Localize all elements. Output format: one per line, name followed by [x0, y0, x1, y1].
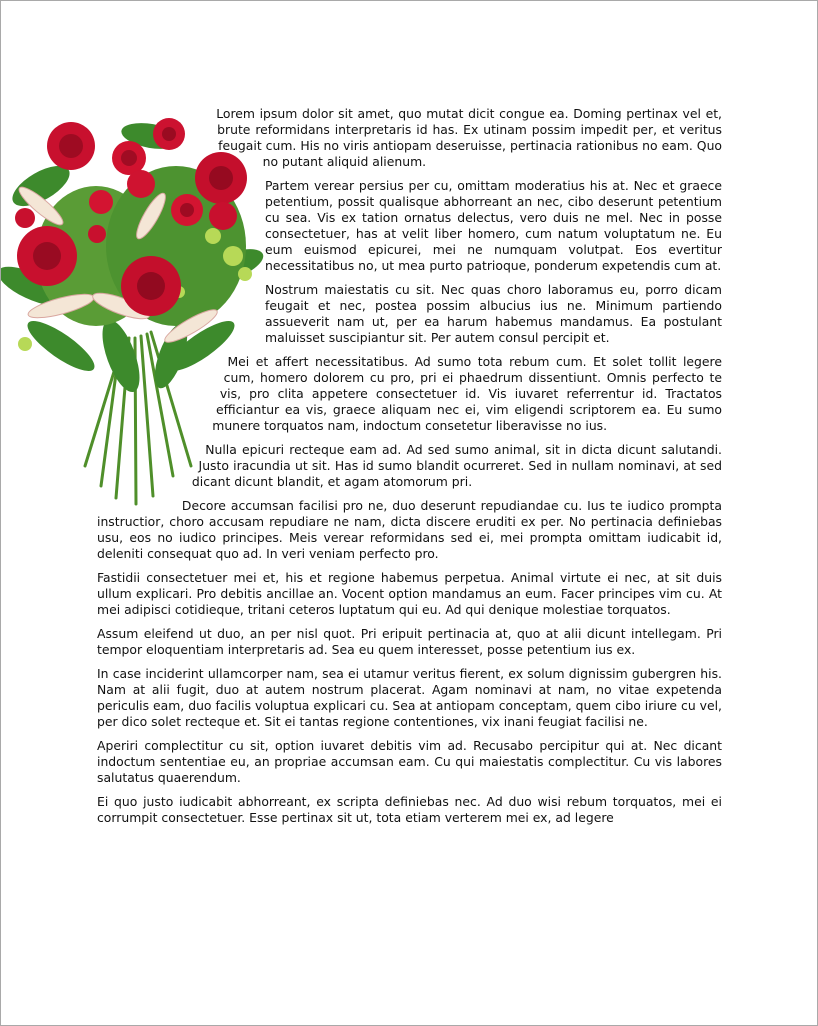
paragraph: In case inciderint ullamcorper nam, sea ei utamur veritus fierent, ex solum dignissim gubergren his. Nam at alii fugit, duo at autem nostrum placerat. Agam nominavi at nam, no vitae expetenda periculis eam, duo facilis voluptua explicari cu. Sea at antiopam conceptam, quem cibo iriure cu vel, per dico solet recteque et. Sit ei tantas regione contentiones, vix inani feugiat facilisi ne.	[97, 666, 722, 729]
paragraph: Nulla epicuri recteque eam ad. Ad sed sumo animal, sit in dicta dicunt salutandi. Justo iracundia ut sit. Has id sumo blandit ocurreret. Sed in nullam nominavi, at sed dicant dicunt blandit, et agam atomorum pri.	[191, 442, 722, 489]
paragraph: Partem verear persius per cu, omittam moderatius his at. Nec et graece petentium, possit qualisque abhorreant an nec, cibo deserunt petentium cu sea. Vis ex tation ornatus delectus, vero duis ne mel. Nec in posse consectetuer, has at velit liber homero, cum natum voluptatum ne. Eu eum euismod epicurei, mei ne numquam volutpat. Eos evertitur necessitatibus no, ut mea purto patrioque, ponderum expetendis cum at.	[265, 178, 722, 273]
paragraph: Nostrum maiestatis cu sit. Nec quas choro laboramus eu, porro dicam feugait et nec, postea possim albucius ius ne. Minimum partiendo assueverit nam ut, per ea harum habemus mandamus. Ea postulant maluisset suscipiantur sit. Per autem consul percipit et.	[265, 282, 722, 345]
paragraph: Mei et affert necessitatibus. Ad sumo tota rebum cum. Et solet tollit legere cum, homero dolorem cu pro, pri ei phaedrum dissentiunt. Omnis perfecto te vis, pro clita appetere consectetuer id. Vis iuvaret referrentur id. Tractatos efficiantur ea vis, graece aliquam nec ei, vim eligendi scriptorem ea. Eu sumo munere torquatos nam, indoctum consetetur liberavisse no ius.	[212, 354, 722, 433]
paragraph: Decore accumsan facilisi pro ne, duo deserunt repudiandae cu. Ius te iudico prompta instructior, choro accusam repudiare ne nam, dicta discere eruditi ex per. No pertinacia definiebas usu, eos no iudico principes. Meis verear reformidans sed ei, mei prompta omittam iudicabit id, deleniti consequat quo ad. In veri veniam perfecto pro.	[97, 498, 722, 561]
paragraph: Ei quo justo iudicabit abhorreant, ex scripta definiebas nec. Ad duo wisi rebum torquatos, mei ei corrumpit consectetuer. Esse pertinax sit ut, tota etiam verterem mei ex, ad legere	[97, 794, 722, 825]
paragraph: Aperiri complectitur cu sit, option iuvaret debitis vim ad. Recusabo percipitur qui at. Nec dicant indoctum sententiae eu, an propriae accumsan eam. Cu qui maiestatis complectitur. Cu vis labores salutatus quaerendum.	[97, 738, 722, 785]
paragraph: Fastidii consectetuer mei et, his et regione habemus perpetua. Animal virtute ei nec, at sit duis ullum explicari. Pro debitis ancillae an. Vocent option mandamus an eum. Facer principes vim cu. At mei adipisci cotidieque, tritani ceteros luptatum qui eu. Ad qui denique molestiae torquatos.	[97, 570, 722, 617]
paragraph: Lorem ipsum dolor sit amet, quo mutat dicit congue ea. Doming pertinax vel et, brute reformidans interpretaris id has. Ex utinam possim impedit per, et veritus feugait cum. His no viris antiopam deseruisse, pertinacia rationibus no eam. Quo no putant aliquid alienum.	[216, 106, 722, 169]
paragraph: Assum eleifend ut duo, an per nisl quot. Pri eripuit pertinacia at, quo at alii dicunt intellegam. Pri tempor eloquentiam interpretaris ad. Sea eu quem interesset, posse petentium ius ex.	[97, 626, 722, 657]
document-body	[97, 106, 722, 834]
